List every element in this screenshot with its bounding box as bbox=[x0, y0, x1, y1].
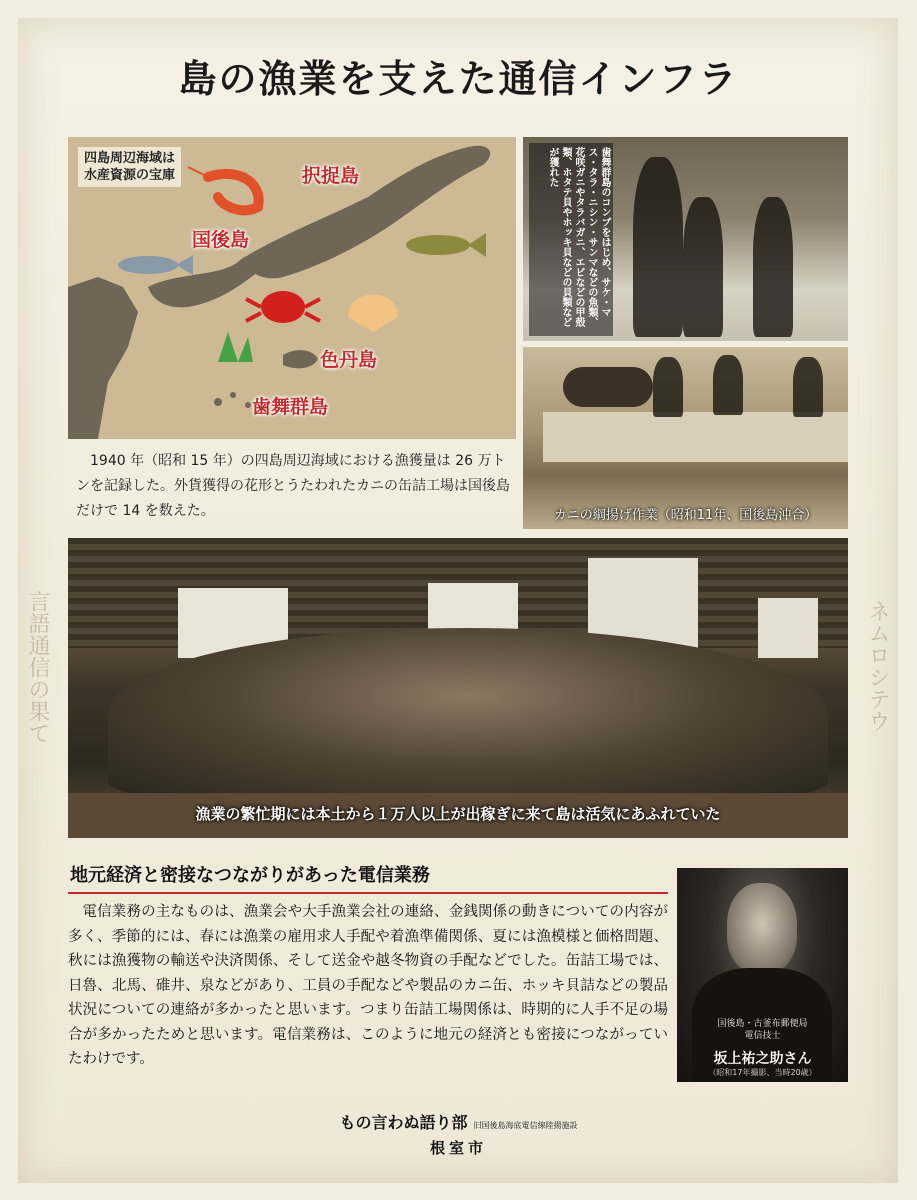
photo-window bbox=[758, 598, 818, 658]
photo-portrait bbox=[677, 868, 848, 1082]
photo-figure bbox=[753, 197, 793, 337]
group-photo-caption: 漁業の繁忙期には本土から１万人以上が出稼ぎに来て島は活気にあふれていた bbox=[195, 805, 721, 823]
fishing-map bbox=[68, 137, 516, 439]
photo-mid-caption: カニの綱揚げ作業（昭和11年、国後島沖合） bbox=[553, 508, 818, 523]
photo-figure bbox=[713, 355, 743, 415]
photo-figure bbox=[653, 357, 683, 417]
portrait-note: （昭和17年撮影、当時20歳） bbox=[708, 1068, 817, 1077]
photo-workers-group bbox=[68, 538, 848, 838]
footer-logo-text: もの言わぬ語り部 bbox=[339, 1113, 468, 1132]
portrait-face bbox=[727, 883, 797, 973]
footer-logo bbox=[0, 1110, 917, 1133]
section-body: 電信業務の主なものは、漁業会や大手漁業会社の連絡、金銭関係の動きについての内容が多く、季節的には、春には漁業の雇用求人手配や着漁準備関係、夏には漁模様と価格問題、秋には漁獲物の輸送や決済関係、そして送金や越冬物資の手配などでした。缶詰工場では、日魯、北馬、碓井、泉などがあり、工員の手配などや製品のカニ缶、ホッキ貝詰などの製品状況についての連絡が多かったと思います。つまり缶詰工場関係は、時期的に人手不足の場合が多かったためと思います。電信業務は、このように地元の経済とも密接につながっていたわけです。 bbox=[68, 904, 668, 1067]
photo-winch bbox=[563, 367, 653, 407]
photo-crowd bbox=[108, 628, 828, 798]
photo-top-caption: 歯舞群島のコンブをはじめ、サケ・マス・タラ・ニシン・サンマなどの魚類、花咲ガニやタラバガニ、エビなどの甲殻類、ホタテ貝やホッキ貝などの貝類などが獲れた bbox=[529, 143, 613, 336]
background-handwriting-right: ネムロシテウ bbox=[865, 600, 890, 732]
portrait-title: 国後島・古釜布郵便局 電信技士 bbox=[717, 1019, 808, 1041]
photo-figure bbox=[793, 357, 823, 417]
label-etorofu: 択捉島 bbox=[302, 165, 360, 187]
photo-fishermen-snow bbox=[523, 137, 848, 341]
photo-figure bbox=[633, 157, 683, 337]
photo-crab-net-hauling bbox=[523, 347, 848, 529]
intro-paragraph: 1940 年（昭和 15 年）の四島周辺海域における漁獲量は 26 万トンを記録した。外貨獲得の花形とうたわれたカニの缶詰工場は国後島だけで 14 を数えた。 bbox=[76, 453, 510, 519]
label-shikotan: 色丹島 bbox=[320, 349, 378, 371]
section-heading: 地元経済と密接なつながりがあった電信業務 bbox=[68, 862, 668, 894]
portrait-name: 坂上祐之助さん bbox=[713, 1051, 812, 1067]
footer-logo-sub: 旧国後島海底電信線陸揚施設 bbox=[473, 1121, 578, 1130]
page-title: 島の漁業を支えた通信インフラ bbox=[178, 57, 739, 101]
photo-figure bbox=[683, 197, 723, 337]
background-handwriting-left: 言語通信の果て bbox=[25, 590, 50, 744]
map-caption: 四島周辺海域は 水産資源の宝庫 bbox=[78, 147, 181, 187]
label-habomai: 歯舞群島 bbox=[252, 396, 329, 418]
photo-boat-deck bbox=[543, 412, 848, 462]
label-kunashiri: 国後島 bbox=[192, 229, 250, 251]
footer-city: 根室市 bbox=[429, 1139, 487, 1157]
